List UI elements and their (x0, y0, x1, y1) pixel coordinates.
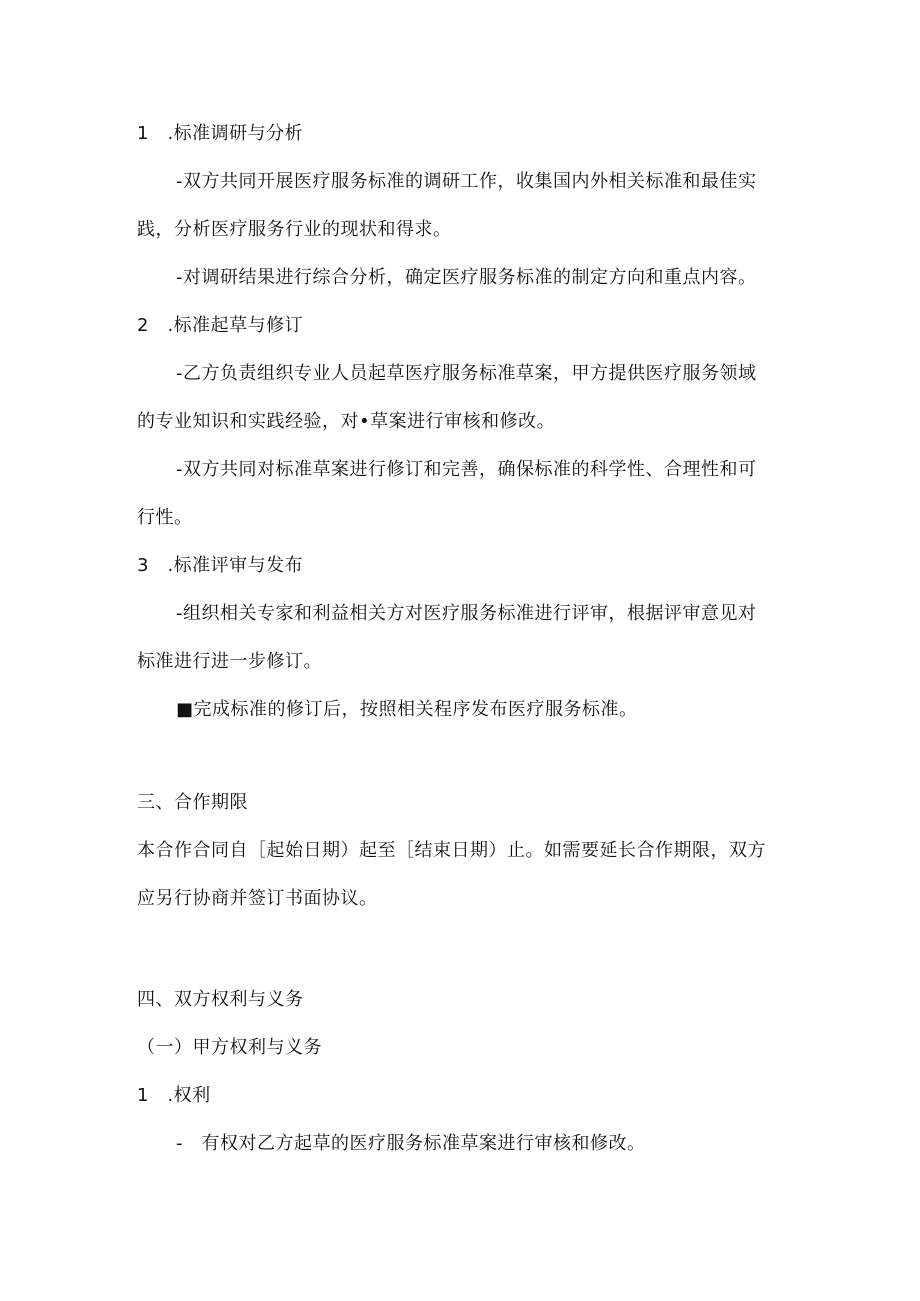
paragraph-line: 应另行协商并签订书面协议。 (137, 888, 378, 909)
paragraph-line: ■完成标准的修订后，按照相关程序发布医疗服务标准。 (176, 699, 638, 720)
paragraph-line: -组织相关专家和利益相关方对医疗服务标准进行评审，根据评审意见对 (176, 603, 757, 624)
heading-standard-research: 1 .标准调研与分析 (137, 123, 304, 144)
paragraph-line: 践，分析医疗服务行业的现状和得求。 (137, 219, 452, 240)
paragraph-line: -对调研结果进行综合分析，确定医疗服务标准的制定方向和重点内容。 (176, 267, 757, 288)
section-heading-rights-obligations: 四、双方权利与义务 (137, 989, 304, 1010)
heading-rights: 1 .权利 (137, 1085, 211, 1106)
paragraph-line: -双方共同开展医疗服务标准的调研工作，收集国内外相关标准和最佳实 (176, 171, 757, 192)
paragraph-line: -双方共同对标准草案进行修订和完善，确保标准的科学性、合理性和可 (176, 459, 757, 480)
paragraph-line: 标准进行进一步修订。 (137, 651, 322, 672)
subsection-heading-party-a: （一）甲方权利与义务 (137, 1037, 322, 1058)
heading-standard-drafting: 2 .标准起草与修订 (137, 315, 304, 336)
paragraph-line: 本合作合同自［起始日期）起至［结束日期）止。如需要延长合作期限，双方 (137, 840, 766, 861)
paragraph-line: 行性。 (137, 507, 193, 528)
paragraph-line: - 有权对乙方起草的医疗服务标准草案进行审核和修改。 (176, 1133, 646, 1154)
section-heading-cooperation-term: 三、合作期限 (137, 792, 248, 813)
paragraph-line: -乙方负责组织专业人员起草医疗服务标准草案，甲方提供医疗服务领域 (176, 363, 757, 384)
paragraph-line: 的专业知识和实践经验，对•草案进行审核和修改。 (137, 411, 556, 432)
heading-standard-review: 3 .标准评审与发布 (137, 555, 304, 576)
